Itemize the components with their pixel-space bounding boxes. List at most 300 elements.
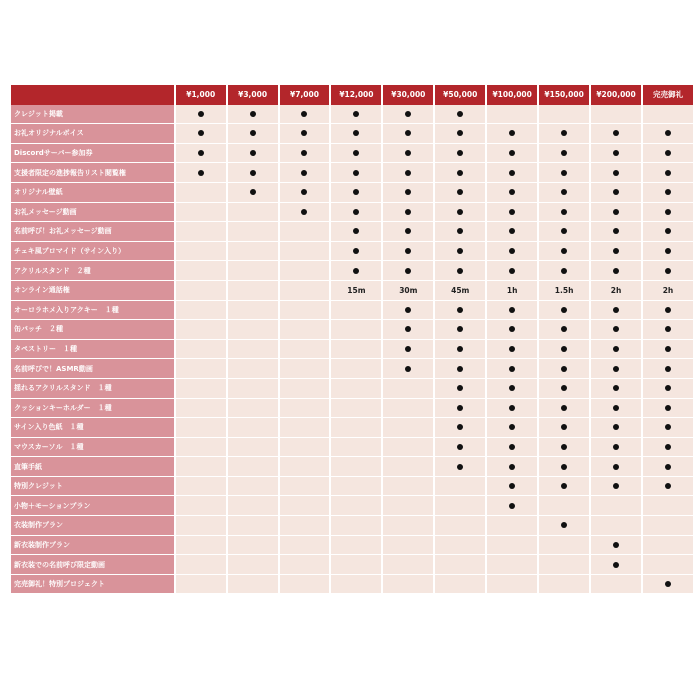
empty-cell	[280, 536, 330, 556]
included-dot-icon	[457, 268, 463, 274]
empty-cell	[539, 536, 589, 556]
empty-cell	[176, 340, 226, 360]
reward-row	[11, 183, 693, 203]
empty-cell	[280, 496, 330, 516]
included-dot-icon	[613, 424, 619, 430]
included-dot-cell	[591, 438, 641, 458]
call-duration-text: 45m	[451, 285, 470, 295]
empty-cell	[228, 261, 278, 281]
included-dot-icon	[509, 209, 515, 215]
empty-cell	[331, 340, 381, 360]
included-dot-cell	[539, 144, 589, 164]
empty-cell	[643, 555, 693, 575]
empty-cell	[228, 457, 278, 477]
call-duration-cell	[435, 281, 485, 301]
included-dot-cell	[643, 477, 693, 497]
included-dot-cell	[591, 203, 641, 223]
included-dot-icon	[665, 366, 671, 372]
included-dot-cell	[435, 320, 485, 340]
included-dot-cell	[591, 320, 641, 340]
included-dot-icon	[457, 366, 463, 372]
reward-label: 小物＋モーションプラン	[11, 496, 174, 516]
included-dot-icon	[561, 346, 567, 352]
included-dot-cell	[539, 399, 589, 419]
included-dot-icon	[198, 111, 204, 117]
included-dot-cell	[435, 242, 485, 262]
included-dot-icon	[405, 307, 411, 313]
included-dot-cell	[435, 183, 485, 203]
empty-cell	[383, 399, 433, 419]
included-dot-icon	[509, 346, 515, 352]
tier-header-9: 完売御礼	[643, 85, 693, 105]
included-dot-cell	[435, 438, 485, 458]
reward-label: お礼オリジナルボイス	[11, 124, 174, 144]
included-dot-cell	[643, 438, 693, 458]
included-dot-icon	[665, 130, 671, 136]
included-dot-cell	[591, 536, 641, 556]
included-dot-icon	[405, 346, 411, 352]
empty-cell	[383, 496, 433, 516]
included-dot-icon	[509, 444, 515, 450]
included-dot-icon	[561, 326, 567, 332]
included-dot-cell	[435, 124, 485, 144]
empty-cell	[176, 457, 226, 477]
included-dot-icon	[301, 209, 307, 215]
included-dot-cell	[280, 163, 330, 183]
included-dot-icon	[250, 111, 256, 117]
empty-cell	[435, 536, 485, 556]
reward-row	[11, 222, 693, 242]
empty-cell	[331, 399, 381, 419]
included-dot-icon	[561, 424, 567, 430]
included-dot-cell	[228, 163, 278, 183]
included-dot-cell	[539, 124, 589, 144]
included-dot-cell	[487, 399, 537, 419]
included-dot-cell	[280, 183, 330, 203]
empty-cell	[228, 242, 278, 262]
reward-label: オンライン通話権	[11, 281, 174, 301]
empty-cell	[280, 516, 330, 536]
included-dot-cell	[591, 242, 641, 262]
empty-cell	[435, 555, 485, 575]
empty-cell	[591, 575, 641, 595]
included-dot-icon	[665, 189, 671, 195]
reward-label: 缶バッチ ２種	[11, 320, 174, 340]
empty-cell	[176, 379, 226, 399]
included-dot-cell	[331, 105, 381, 125]
empty-cell	[643, 105, 693, 125]
included-dot-icon	[457, 209, 463, 215]
empty-cell	[331, 301, 381, 321]
included-dot-icon	[198, 150, 204, 156]
reward-label: クッションキーホルダー １種	[11, 399, 174, 419]
included-dot-cell	[383, 105, 433, 125]
included-dot-icon	[613, 307, 619, 313]
included-dot-icon	[613, 209, 619, 215]
reward-label: お礼メッセージ動画	[11, 203, 174, 223]
included-dot-cell	[487, 144, 537, 164]
included-dot-cell	[383, 242, 433, 262]
reward-row	[11, 359, 693, 379]
included-dot-icon	[509, 150, 515, 156]
included-dot-icon	[561, 366, 567, 372]
included-dot-cell	[487, 203, 537, 223]
included-dot-cell	[591, 418, 641, 438]
included-dot-icon	[405, 209, 411, 215]
included-dot-cell	[435, 203, 485, 223]
included-dot-icon	[509, 503, 515, 509]
reward-label: オーロラホメ入りアクキー １種	[11, 301, 174, 321]
empty-cell	[539, 105, 589, 125]
included-dot-icon	[509, 130, 515, 136]
included-dot-cell	[591, 163, 641, 183]
included-dot-cell	[539, 222, 589, 242]
included-dot-icon	[665, 385, 671, 391]
included-dot-icon	[509, 248, 515, 254]
reward-row	[11, 457, 693, 477]
included-dot-cell	[591, 144, 641, 164]
included-dot-icon	[405, 326, 411, 332]
empty-cell	[591, 516, 641, 536]
empty-cell	[331, 516, 381, 536]
included-dot-icon	[665, 405, 671, 411]
included-dot-cell	[539, 203, 589, 223]
empty-cell	[331, 379, 381, 399]
included-dot-icon	[665, 209, 671, 215]
reward-label: 直筆手紙	[11, 457, 174, 477]
empty-cell	[228, 301, 278, 321]
included-dot-icon	[509, 189, 515, 195]
reward-tier-table	[9, 85, 695, 594]
included-dot-icon	[509, 405, 515, 411]
included-dot-cell	[591, 124, 641, 144]
empty-cell	[228, 477, 278, 497]
included-dot-icon	[561, 248, 567, 254]
included-dot-cell	[643, 124, 693, 144]
included-dot-icon	[457, 405, 463, 411]
included-dot-icon	[665, 170, 671, 176]
reward-rows	[11, 105, 693, 595]
empty-cell	[280, 261, 330, 281]
empty-cell	[176, 516, 226, 536]
included-dot-icon	[250, 130, 256, 136]
empty-cell	[280, 222, 330, 242]
empty-cell	[176, 183, 226, 203]
included-dot-cell	[487, 359, 537, 379]
reward-row	[11, 536, 693, 556]
included-dot-cell	[383, 359, 433, 379]
empty-cell	[383, 438, 433, 458]
included-dot-icon	[457, 307, 463, 313]
included-dot-icon	[509, 366, 515, 372]
tier-header-2: ¥7,000	[280, 85, 330, 105]
reward-row	[11, 281, 693, 301]
empty-cell	[228, 418, 278, 438]
included-dot-cell	[643, 261, 693, 281]
reward-row	[11, 163, 693, 183]
included-dot-icon	[561, 228, 567, 234]
included-dot-cell	[331, 183, 381, 203]
empty-cell	[435, 496, 485, 516]
included-dot-icon	[405, 130, 411, 136]
included-dot-cell	[643, 183, 693, 203]
included-dot-icon	[457, 189, 463, 195]
included-dot-cell	[176, 124, 226, 144]
included-dot-cell	[643, 320, 693, 340]
included-dot-cell	[280, 203, 330, 223]
empty-cell	[176, 536, 226, 556]
included-dot-cell	[383, 340, 433, 360]
empty-cell	[331, 320, 381, 340]
included-dot-cell	[487, 379, 537, 399]
included-dot-icon	[561, 464, 567, 470]
included-dot-cell	[591, 359, 641, 379]
included-dot-icon	[665, 326, 671, 332]
empty-cell	[435, 477, 485, 497]
included-dot-cell	[228, 105, 278, 125]
empty-cell	[539, 575, 589, 595]
included-dot-icon	[457, 424, 463, 430]
included-dot-icon	[665, 346, 671, 352]
reward-label: 揺れるアクリルスタンド １種	[11, 379, 174, 399]
header-corner	[11, 85, 174, 105]
empty-cell	[643, 516, 693, 536]
included-dot-cell	[539, 516, 589, 536]
empty-cell	[176, 555, 226, 575]
included-dot-cell	[487, 242, 537, 262]
included-dot-icon	[613, 483, 619, 489]
empty-cell	[383, 457, 433, 477]
included-dot-icon	[613, 464, 619, 470]
included-dot-icon	[665, 444, 671, 450]
empty-cell	[383, 477, 433, 497]
reward-row	[11, 124, 693, 144]
included-dot-cell	[539, 301, 589, 321]
included-dot-icon	[457, 248, 463, 254]
included-dot-cell	[176, 163, 226, 183]
included-dot-cell	[435, 144, 485, 164]
empty-cell	[176, 242, 226, 262]
included-dot-cell	[643, 242, 693, 262]
included-dot-cell	[643, 340, 693, 360]
included-dot-cell	[539, 242, 589, 262]
call-duration-text: 15m	[347, 285, 366, 295]
included-dot-icon	[405, 268, 411, 274]
included-dot-icon	[665, 464, 671, 470]
included-dot-cell	[383, 163, 433, 183]
included-dot-icon	[613, 248, 619, 254]
included-dot-icon	[665, 307, 671, 313]
reward-label: 名前呼びで！ASMR動画	[11, 359, 174, 379]
included-dot-cell	[643, 457, 693, 477]
included-dot-cell	[435, 457, 485, 477]
empty-cell	[280, 438, 330, 458]
included-dot-cell	[591, 477, 641, 497]
included-dot-cell	[591, 261, 641, 281]
included-dot-cell	[487, 340, 537, 360]
included-dot-icon	[561, 307, 567, 313]
empty-cell	[176, 496, 226, 516]
included-dot-icon	[613, 189, 619, 195]
included-dot-cell	[643, 144, 693, 164]
included-dot-icon	[613, 326, 619, 332]
included-dot-icon	[457, 111, 463, 117]
included-dot-icon	[613, 444, 619, 450]
included-dot-cell	[643, 359, 693, 379]
call-duration-cell	[591, 281, 641, 301]
included-dot-cell	[383, 124, 433, 144]
empty-cell	[591, 105, 641, 125]
empty-cell	[228, 555, 278, 575]
reward-row	[11, 144, 693, 164]
empty-cell	[228, 536, 278, 556]
included-dot-icon	[509, 464, 515, 470]
included-dot-icon	[613, 228, 619, 234]
included-dot-cell	[487, 320, 537, 340]
included-dot-cell	[435, 222, 485, 242]
included-dot-icon	[301, 150, 307, 156]
empty-cell	[228, 203, 278, 223]
empty-cell	[280, 320, 330, 340]
included-dot-cell	[331, 242, 381, 262]
empty-cell	[331, 536, 381, 556]
call-duration-cell	[643, 281, 693, 301]
included-dot-icon	[457, 385, 463, 391]
included-dot-cell	[435, 399, 485, 419]
included-dot-icon	[665, 228, 671, 234]
reward-label: チェキ風ブロマイド（サイン入り）	[11, 242, 174, 262]
included-dot-cell	[539, 418, 589, 438]
empty-cell	[176, 320, 226, 340]
included-dot-icon	[561, 150, 567, 156]
reward-row	[11, 301, 693, 321]
included-dot-cell	[435, 379, 485, 399]
included-dot-cell	[591, 340, 641, 360]
empty-cell	[228, 399, 278, 419]
empty-cell	[331, 457, 381, 477]
included-dot-cell	[591, 457, 641, 477]
included-dot-cell	[176, 105, 226, 125]
included-dot-icon	[457, 170, 463, 176]
included-dot-icon	[198, 170, 204, 176]
empty-cell	[176, 438, 226, 458]
empty-cell	[280, 457, 330, 477]
reward-label: アクリルスタンド ２種	[11, 261, 174, 281]
included-dot-cell	[643, 379, 693, 399]
included-dot-icon	[250, 189, 256, 195]
included-dot-icon	[457, 150, 463, 156]
reward-label: Discordサーバー参加券	[11, 144, 174, 164]
included-dot-cell	[643, 222, 693, 242]
reward-label: サイン入り色紙 １種	[11, 418, 174, 438]
included-dot-cell	[487, 301, 537, 321]
included-dot-cell	[435, 105, 485, 125]
tier-header-0: ¥1,000	[176, 85, 226, 105]
included-dot-cell	[487, 457, 537, 477]
included-dot-icon	[561, 444, 567, 450]
included-dot-icon	[665, 424, 671, 430]
reward-row	[11, 418, 693, 438]
empty-cell	[643, 536, 693, 556]
empty-cell	[176, 261, 226, 281]
included-dot-cell	[383, 261, 433, 281]
tier-header-row	[11, 85, 693, 105]
empty-cell	[539, 555, 589, 575]
reward-label: オリジナル壁紙	[11, 183, 174, 203]
included-dot-icon	[353, 209, 359, 215]
tier-header	[11, 85, 693, 105]
reward-row	[11, 379, 693, 399]
included-dot-icon	[561, 209, 567, 215]
included-dot-icon	[665, 581, 671, 587]
included-dot-icon	[665, 268, 671, 274]
included-dot-icon	[509, 228, 515, 234]
reward-row	[11, 438, 693, 458]
reward-row	[11, 575, 693, 595]
included-dot-cell	[331, 124, 381, 144]
empty-cell	[280, 477, 330, 497]
reward-row	[11, 340, 693, 360]
included-dot-icon	[665, 483, 671, 489]
tier-header-3: ¥12,000	[331, 85, 381, 105]
included-dot-icon	[457, 444, 463, 450]
included-dot-cell	[539, 340, 589, 360]
included-dot-icon	[509, 268, 515, 274]
included-dot-cell	[591, 399, 641, 419]
included-dot-icon	[250, 170, 256, 176]
included-dot-cell	[383, 301, 433, 321]
included-dot-cell	[539, 261, 589, 281]
included-dot-icon	[405, 150, 411, 156]
included-dot-icon	[250, 150, 256, 156]
included-dot-icon	[561, 268, 567, 274]
included-dot-icon	[353, 268, 359, 274]
empty-cell	[435, 575, 485, 595]
tier-header-1: ¥3,000	[228, 85, 278, 105]
included-dot-icon	[405, 170, 411, 176]
call-duration-text: 1.5h	[554, 285, 574, 295]
empty-cell	[280, 379, 330, 399]
included-dot-icon	[561, 522, 567, 528]
included-dot-cell	[487, 222, 537, 242]
reward-row	[11, 242, 693, 262]
included-dot-cell	[383, 183, 433, 203]
included-dot-cell	[643, 301, 693, 321]
included-dot-icon	[353, 111, 359, 117]
included-dot-icon	[353, 189, 359, 195]
reward-row	[11, 516, 693, 536]
reward-row	[11, 399, 693, 419]
included-dot-cell	[487, 124, 537, 144]
empty-cell	[228, 281, 278, 301]
included-dot-icon	[561, 483, 567, 489]
included-dot-cell	[591, 555, 641, 575]
included-dot-icon	[561, 130, 567, 136]
call-duration-text: 2h	[610, 285, 622, 295]
empty-cell	[331, 555, 381, 575]
reward-label: 新衣装での名前呼び限定動画	[11, 555, 174, 575]
included-dot-cell	[539, 320, 589, 340]
empty-cell	[280, 555, 330, 575]
included-dot-icon	[457, 464, 463, 470]
included-dot-icon	[613, 562, 619, 568]
call-duration-text: 1h	[506, 285, 518, 295]
empty-cell	[228, 438, 278, 458]
included-dot-cell	[487, 261, 537, 281]
empty-cell	[176, 203, 226, 223]
tier-header-5: ¥50,000	[435, 85, 485, 105]
included-dot-cell	[331, 203, 381, 223]
